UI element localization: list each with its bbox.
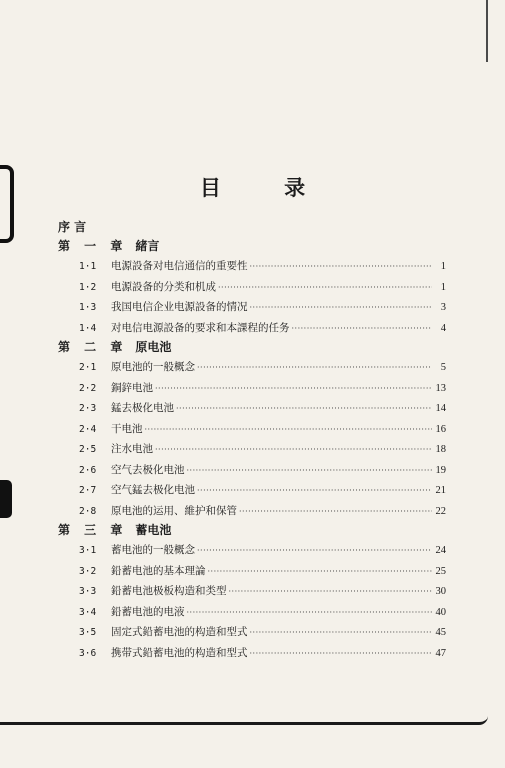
section-page: 45 <box>435 627 446 638</box>
section-number: 2·8 <box>79 505 97 517</box>
section-page: 40 <box>435 606 446 618</box>
section-number: 2·3 <box>79 403 97 414</box>
section-page: 21 <box>435 485 446 496</box>
toc-section[interactable] <box>58 480 446 501</box>
toc-section[interactable] <box>58 318 446 339</box>
dot-leader <box>176 399 432 420</box>
section-title: 干电池 <box>111 422 143 435</box>
section-number: 2·4 <box>79 423 97 435</box>
section-page: 16 <box>435 423 446 435</box>
section-number: 3·3 <box>79 586 97 597</box>
toc-chapter-1[interactable] <box>58 237 446 256</box>
dot-leader <box>145 420 433 441</box>
toc-section[interactable] <box>58 501 446 522</box>
section-page: 3 <box>440 302 446 313</box>
section-page: 1 <box>440 281 446 293</box>
section-number: 2·1 <box>79 362 97 373</box>
section-title: 鉛蓄电池的基本理論 <box>111 564 206 577</box>
toc-section[interactable] <box>58 378 446 399</box>
section-title: 原电池的运用、維护和保管 <box>111 504 237 517</box>
toc-section[interactable] <box>58 460 446 481</box>
section-number: 3·4 <box>79 606 97 618</box>
chapter-number: 第 二 章 <box>58 340 128 354</box>
section-title: 电源設备的分类和机成 <box>111 280 216 293</box>
section-number: 1·2 <box>79 281 97 293</box>
toc-section[interactable] <box>58 622 446 643</box>
section-title: 蓄电池的一般概念 <box>111 544 195 556</box>
section-page: 47 <box>435 647 446 659</box>
dot-leader <box>197 358 432 379</box>
section-number: 1·3 <box>79 302 97 313</box>
section-number: 2·7 <box>79 485 97 496</box>
page-bottom-rule <box>0 716 488 725</box>
dot-leader <box>250 623 433 644</box>
section-title: 注水电池 <box>111 443 153 455</box>
preface-label: 序 言 <box>58 220 87 234</box>
section-number: 3·2 <box>79 565 97 577</box>
chapter-title: 原电池 <box>135 340 172 354</box>
section-page: 30 <box>435 586 446 597</box>
toc-section[interactable] <box>58 581 446 602</box>
section-page: 18 <box>435 444 446 455</box>
section-number: 2·2 <box>79 382 97 394</box>
dot-leader <box>197 481 432 502</box>
section-page: 24 <box>435 545 446 556</box>
page-title: 目 录 <box>199 175 334 200</box>
section-page: 25 <box>435 565 446 577</box>
toc-chapter-3[interactable] <box>58 521 446 540</box>
dot-leader <box>250 298 433 319</box>
toc-section[interactable] <box>58 419 446 440</box>
dot-leader <box>239 502 432 523</box>
section-page: 1 <box>440 261 446 272</box>
chapter-number: 第 一 章 <box>58 239 128 253</box>
section-title: 空气錳去极化电池 <box>111 484 195 496</box>
section-title: 錳去极化电池 <box>111 402 174 414</box>
toc-section[interactable] <box>58 561 446 582</box>
dot-leader <box>250 644 433 665</box>
section-title: 空气去极化电池 <box>111 463 185 476</box>
dot-leader <box>229 582 433 603</box>
chapter-title: 蓄电池 <box>135 523 172 537</box>
section-page: 22 <box>435 505 446 517</box>
section-number: 1·1 <box>79 261 97 272</box>
toc-chapter-2[interactable] <box>58 338 446 357</box>
section-number: 3·1 <box>79 545 97 556</box>
toc-section[interactable] <box>58 439 446 460</box>
section-title: 銅鋅电池 <box>111 381 153 394</box>
dot-leader <box>187 603 433 624</box>
section-title: 携带式鉛蓄电池的构造和型式 <box>111 646 248 659</box>
toc-section[interactable] <box>58 398 446 419</box>
section-page: 13 <box>435 382 446 394</box>
chapter-number: 第 三 章 <box>58 523 128 537</box>
toc-section[interactable] <box>58 602 446 623</box>
section-title: 对电信电源設备的要求和本課程的任务 <box>111 321 290 334</box>
section-number: 2·5 <box>79 444 97 455</box>
dot-leader <box>218 278 432 299</box>
section-title: 我国电信企业电源設备的情况 <box>111 301 248 313</box>
chapter-title: 緒言 <box>135 239 160 253</box>
section-page: 14 <box>435 403 446 414</box>
section-number: 3·6 <box>79 647 97 659</box>
section-title: 电源設备对电信通信的重要性 <box>111 260 248 272</box>
toc-section[interactable] <box>58 540 446 561</box>
toc-section[interactable] <box>58 297 446 318</box>
section-number: 1·4 <box>79 322 97 334</box>
dot-leader <box>250 257 433 278</box>
dot-leader <box>208 562 433 583</box>
toc-section[interactable] <box>58 643 446 664</box>
section-page: 4 <box>440 322 446 334</box>
dot-leader <box>155 440 432 461</box>
section-title: 原电池的一般概念 <box>111 361 195 373</box>
toc-section[interactable] <box>58 357 446 378</box>
dot-leader <box>292 319 433 340</box>
section-page: 19 <box>435 464 446 476</box>
toc-preface[interactable] <box>58 218 446 237</box>
dot-leader <box>187 461 433 482</box>
section-number: 2·6 <box>79 464 97 476</box>
section-page: 5 <box>440 362 446 373</box>
toc-section[interactable] <box>58 256 446 277</box>
binding-mark <box>0 480 12 518</box>
dot-leader <box>197 541 432 562</box>
table-of-contents <box>58 218 446 663</box>
scan-edge-line <box>486 0 488 62</box>
section-title: 鉛蓄电池极板构造和类型 <box>111 585 227 597</box>
section-title: 固定式鉛蓄电池的构造和型式 <box>111 626 248 638</box>
toc-section[interactable] <box>58 277 446 298</box>
dot-leader <box>155 379 432 400</box>
section-title: 鉛蓄电池的电液 <box>111 605 185 618</box>
section-number: 3·5 <box>79 627 97 638</box>
